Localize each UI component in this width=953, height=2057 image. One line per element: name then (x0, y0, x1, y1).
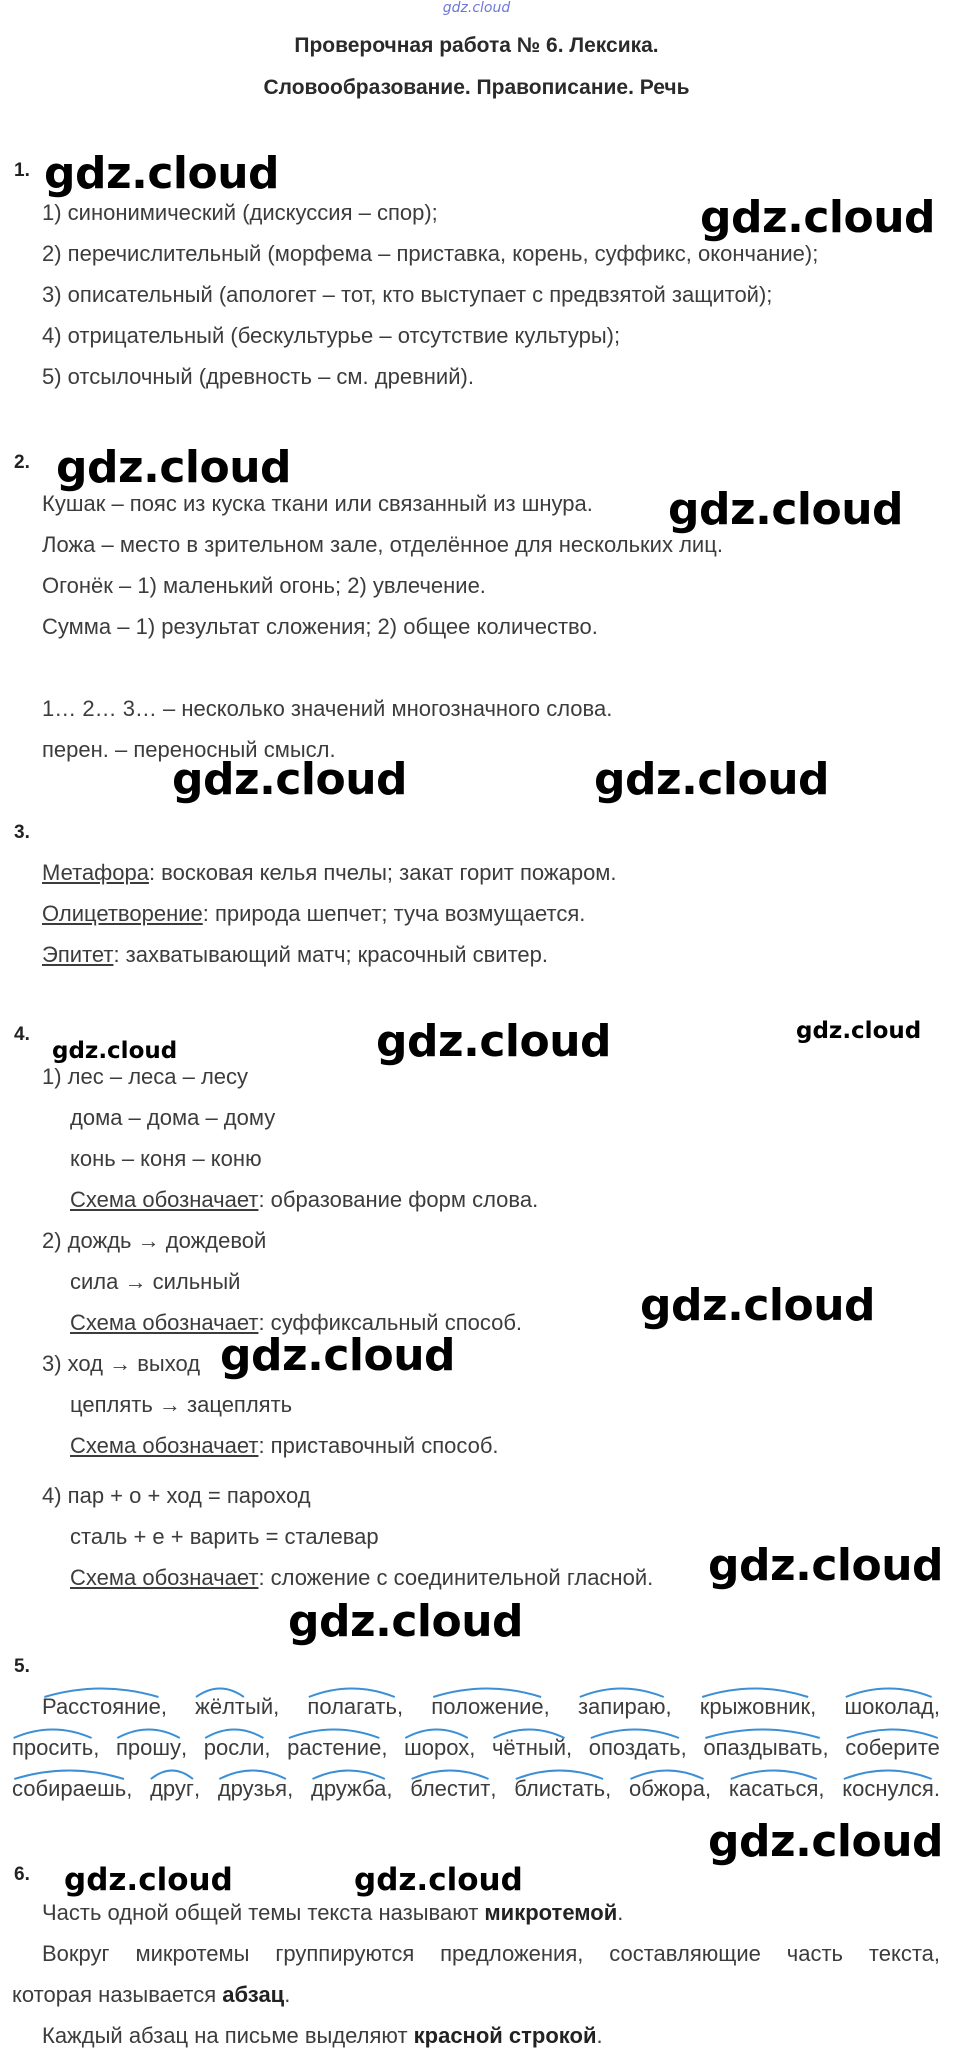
watermark: gdz.cloud (796, 1018, 922, 1044)
task3-line (42, 901, 585, 927)
word-suffix: , (680, 1735, 687, 1760)
root-arc-mark (218, 1768, 287, 1780)
task-number-2: 2. (14, 452, 30, 473)
task5-word (311, 1776, 393, 1802)
root-arc-mark (844, 1686, 933, 1698)
task5-word (195, 1694, 279, 1720)
task4-line: 1) лес – леса – лесу (42, 1064, 249, 1089)
word-root: жёлт (195, 1694, 245, 1720)
task2-line: Сумма – 1) результат сложения; 2) общее количество. (42, 614, 598, 639)
task5-word (629, 1776, 711, 1802)
word-root: положение (431, 1694, 543, 1720)
task4-scheme (70, 1565, 653, 1591)
watermark: gdz.cloud (354, 1862, 523, 1898)
term-paragraph: абзац (222, 1982, 285, 2007)
task3-text: : восковая келья пчелы; закат горит пожаром. (148, 860, 617, 885)
task5-word (842, 1776, 940, 1802)
term-epithet: Эпитет (42, 942, 114, 967)
root-arc-mark (845, 1727, 940, 1739)
word-suffix: , (665, 1694, 672, 1719)
watermark-top: gdz.cloud (442, 0, 511, 16)
task3-line (42, 860, 617, 886)
root-arc-mark (12, 1727, 93, 1739)
word-suffix: , (386, 1776, 393, 1801)
word-root: соберите (845, 1735, 940, 1761)
root-arc-mark (404, 1727, 469, 1739)
watermark: gdz.cloud (52, 1038, 178, 1064)
task5-word (116, 1735, 187, 1761)
root-arc-mark (589, 1727, 681, 1739)
root-arc-mark (703, 1727, 822, 1739)
task6-text: . (596, 2023, 603, 2048)
task6-p3 (42, 2023, 603, 2049)
watermark: gdz.cloud (708, 1540, 944, 1591)
watermark: gdz.cloud (56, 442, 292, 493)
word-suffix: , (264, 1735, 271, 1760)
task5-word (204, 1735, 271, 1761)
word-suffix: . (933, 1776, 940, 1801)
scheme-text: : суффиксальный способ. (258, 1310, 523, 1335)
task3-text: : природа шепчет; туча возмущается. (202, 901, 586, 926)
task2-line: 1… 2… 3… – несколько значений многозначного слова. (42, 696, 613, 721)
term-metaphor: Метафора (42, 860, 149, 885)
word-root: коснулся (842, 1776, 934, 1802)
task4-line: 3) ход → выход (42, 1351, 201, 1376)
root-arc-mark (700, 1686, 810, 1698)
task5-word (844, 1694, 940, 1720)
task-number-1: 1. (14, 160, 30, 181)
root-arc-mark (629, 1768, 705, 1780)
watermark: gdz.cloud (640, 1280, 876, 1331)
page-title-line1: Проверочная работа № 6. Лексика. (294, 34, 659, 57)
task5-word (42, 1694, 167, 1720)
task5-word (589, 1735, 687, 1761)
word-root: чётный (492, 1735, 566, 1761)
scheme-label: Схема обозначает (70, 1187, 259, 1212)
root-arc-mark (42, 1686, 161, 1698)
word-root: росли (204, 1735, 265, 1761)
task5-word (12, 1776, 132, 1802)
task4-line: сталь + е + варить = сталевар (70, 1524, 379, 1549)
word-suffix: , (705, 1776, 712, 1801)
word-suffix: , (933, 1694, 940, 1719)
task5-word (845, 1735, 940, 1761)
word-suffix: , (469, 1735, 476, 1760)
task5-word (514, 1776, 611, 1802)
task1-line: 4) отрицательный (бескультурье – отсутствие культуры); (42, 323, 621, 348)
scheme-label: Схема обозначает (70, 1310, 259, 1335)
word-suffix: , (822, 1735, 829, 1760)
scheme-label: Схема обозначает (70, 1433, 259, 1458)
task5-word (404, 1735, 475, 1761)
root-arc-mark (287, 1727, 381, 1739)
word-suffix: , (490, 1776, 497, 1801)
root-arc-mark (195, 1686, 245, 1698)
root-arc-mark (514, 1768, 605, 1780)
task6-text: Каждый абзац на письме выделяют (42, 2023, 414, 2048)
word-root: крыжовник (700, 1694, 810, 1720)
word-suffix: , (810, 1694, 817, 1719)
task5-word (287, 1735, 387, 1761)
task5-word (410, 1776, 496, 1802)
word-root: шоколад (844, 1694, 933, 1720)
task5-word (218, 1776, 293, 1802)
task4-line: сила → сильный (70, 1269, 241, 1294)
word-suffix: , (381, 1735, 388, 1760)
word-suffix: , (193, 1776, 201, 1801)
task5-row-1 (42, 1694, 940, 1720)
root-arc-mark (431, 1686, 543, 1698)
watermark: gdz.cloud (64, 1862, 233, 1898)
task1-line: 5) отсылочный (древность – см. древний). (42, 364, 474, 389)
word-suffix: , (565, 1735, 573, 1760)
root-arc-mark (12, 1768, 126, 1780)
word-root: опаздывать (703, 1735, 822, 1761)
scheme-label: Схема обозначает (70, 1565, 259, 1590)
term-personification: Олицетворение (42, 901, 203, 926)
word-root: опоздать (589, 1735, 681, 1761)
word-root: шорох (404, 1735, 469, 1761)
word-root: растение (287, 1735, 381, 1761)
task4-scheme (70, 1187, 538, 1213)
task2-line: Огонёк – 1) маленький огонь; 2) увлечение. (42, 573, 486, 598)
task5-row-3 (12, 1776, 940, 1802)
watermark: gdz.cloud (288, 1596, 524, 1647)
watermark: gdz.cloud (668, 484, 904, 535)
task1-line: 2) перечислительный (морфема – приставка, корень, суффикс, окончание); (42, 241, 819, 266)
watermark: gdz.cloud (172, 754, 408, 805)
root-arc-mark (307, 1686, 397, 1698)
task5-word (729, 1776, 825, 1802)
task2-line: Кушак – пояс из куска ткани или связанный из шнура. (42, 491, 593, 516)
root-arc-mark (116, 1727, 181, 1739)
task5-word (578, 1694, 672, 1720)
root-arc-mark (311, 1768, 386, 1780)
task1-line: 3) описательный (апологет – тот, кто выступает с предвзятой защитой); (42, 282, 773, 307)
word-suffix: , (543, 1694, 550, 1719)
word-suffix: , (181, 1735, 188, 1760)
root-arc-mark (150, 1768, 194, 1780)
word-suffix: ый, (245, 1694, 280, 1719)
task5-word (703, 1735, 828, 1761)
task-number-4: 4. (14, 1024, 30, 1045)
term-red-line: красной строкой (413, 2023, 597, 2048)
watermark: gdz.cloud (220, 1330, 456, 1381)
task6-text: которая называется (12, 1982, 223, 2007)
root-arc-mark (578, 1686, 666, 1698)
task5-word (492, 1735, 572, 1761)
watermark: gdz.cloud (700, 192, 936, 243)
word-suffix: , (126, 1776, 133, 1801)
task-number-3: 3. (14, 822, 30, 843)
task5-word (700, 1694, 817, 1720)
task4-line: 2) дождь → дождевой (42, 1228, 267, 1253)
task-number-5: 5. (14, 1656, 30, 1677)
task2-line: перен. – переносный смысл. (42, 737, 336, 762)
word-root: прошу (116, 1735, 181, 1761)
task5-row-2 (12, 1735, 940, 1761)
task6-p2-line2 (12, 1982, 290, 2008)
task6-p2-line1: Вокруг микротемы группируются предложения, составляющие часть текста, (42, 1941, 940, 1966)
task5-word (431, 1694, 550, 1720)
word-root: блестит (410, 1776, 490, 1802)
task4-line: дома – дома – дому (70, 1105, 276, 1130)
word-suffix: , (287, 1776, 294, 1801)
watermark: gdz.cloud (708, 1816, 944, 1867)
scheme-text: : приставочный способ. (258, 1433, 499, 1458)
task4-line: 4) пар + о + ход = пароход (42, 1483, 311, 1508)
task3-line (42, 942, 548, 968)
root-arc-mark (410, 1768, 490, 1780)
word-root: друзья (218, 1776, 287, 1802)
word-suffix: , (396, 1694, 404, 1719)
word-root: полагать (307, 1694, 397, 1720)
word-suffix: , (818, 1776, 825, 1801)
word-root: Расстояние (42, 1694, 161, 1720)
root-arc-mark (204, 1727, 265, 1739)
word-root: запираю (578, 1694, 666, 1720)
page-title-line2: Словообразование. Правописание. Речь (263, 76, 690, 99)
watermark: gdz.cloud (44, 148, 280, 199)
word-root: дружба (311, 1776, 386, 1802)
task-number-6: 6. (14, 1864, 30, 1885)
word-suffix: , (605, 1776, 612, 1801)
root-arc-mark (842, 1768, 934, 1780)
watermark: gdz.cloud (376, 1016, 612, 1067)
watermark: gdz.cloud (594, 754, 830, 805)
root-arc-mark (729, 1768, 819, 1780)
scheme-text: : сложение с соединительной гласной. (258, 1565, 654, 1590)
task5-word (150, 1776, 200, 1802)
task5-word (307, 1694, 403, 1720)
word-root: просить (12, 1735, 93, 1761)
word-suffix: , (160, 1694, 167, 1719)
task1-line: 1) синонимический (дискуссия – спор); (42, 200, 438, 225)
task3-text: : захватывающий матч; красочный свитер. (113, 942, 548, 967)
task6-text: . (617, 1900, 624, 1925)
word-root: блистать (514, 1776, 605, 1802)
task6-text: Часть одной общей темы текста называют (42, 1900, 485, 1925)
word-root: собираешь (12, 1776, 126, 1802)
task6-text: . (284, 1982, 291, 2007)
task6-p1 (42, 1900, 623, 1926)
task2-line: Ложа – место в зрительном зале, отделённое для нескольких лиц. (42, 532, 723, 557)
word-root: друг (150, 1776, 194, 1802)
word-suffix: , (93, 1735, 100, 1760)
scheme-text: : образование форм слова. (258, 1187, 539, 1212)
task4-line: цеплять → зацеплять (70, 1392, 293, 1417)
root-arc-mark (492, 1727, 566, 1739)
term-microtheme: микротемой (484, 1900, 618, 1925)
task5-word (12, 1735, 99, 1761)
task4-scheme (70, 1433, 499, 1459)
task4-line: конь – коня – коню (70, 1146, 262, 1171)
word-root: касаться (729, 1776, 819, 1802)
word-root: обжора (629, 1776, 705, 1802)
